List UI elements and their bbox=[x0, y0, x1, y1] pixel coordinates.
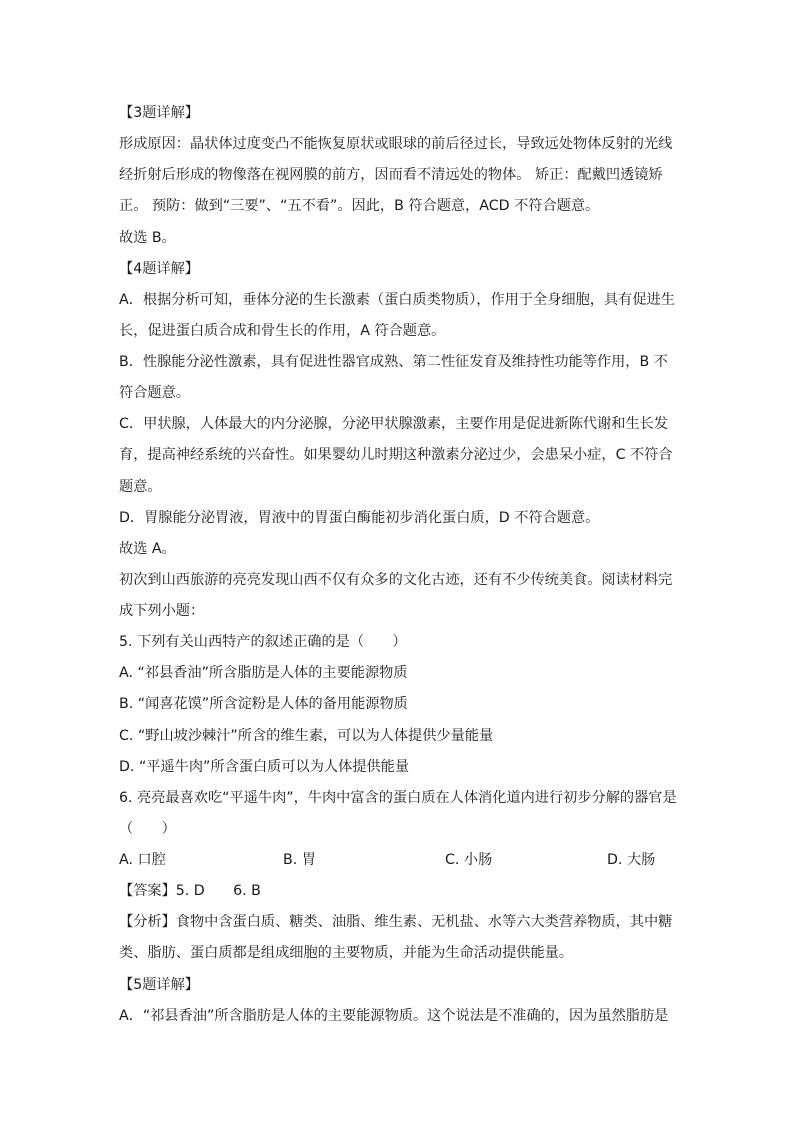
q5-option-a: A. “祁县香油”所含脂肪是人体的主要能源物质 bbox=[119, 665, 408, 681]
q5-option-c: C. “野山坡沙棘汁”所含的维生素，可以为人体提供少量能量 bbox=[119, 728, 494, 744]
text-line: 正。 预防：做到“三要”、“五不看”。因此，B 符合题意，ACD 不符合题意。 bbox=[119, 198, 600, 214]
question-6: 6. 亮亮最喜欢吃“平遥牛肉”，牛肉中富含的蛋白质在人体消化道内进行初步分解的器官是 bbox=[119, 790, 677, 806]
q6-option-b: B. 胃 bbox=[283, 852, 316, 868]
text-line: 长，促进蛋白质合成和骨生长的作用，A 符合题意。 bbox=[119, 323, 446, 339]
q6-option-d: D. 大肠 bbox=[607, 852, 656, 868]
text-line: A．根据分析可知，垂体分泌的生长激素（蛋白质类物质），作用于全身细胞，具有促进生 bbox=[119, 292, 675, 308]
text-line: 故选 A。 bbox=[119, 541, 176, 557]
text-line: 成下列小题： bbox=[119, 603, 205, 619]
q6-option-c: C. 小肠 bbox=[445, 852, 493, 868]
text-line: 经折射后形成的物像落在视网膜的前方，因而看不清远处的物体。 矫正：配戴凹透镜矫 bbox=[119, 167, 663, 183]
text-line: 育，提高神经系统的兴奋性。如果婴幼儿时期这种激素分泌过少，会患呆小症，C 不符合 bbox=[119, 447, 673, 463]
text-line: B．性腺能分泌性激素，具有促进性器官成熟、第二性征发育及维持性功能等作用，B 不 bbox=[119, 354, 668, 370]
q5-option-d: D. “平遥牛肉”所含蛋白质可以为人体提供能量 bbox=[119, 759, 410, 775]
text-line: D．胃腺能分泌胃液，胃液中的胃蛋白酶能初步消化蛋白质，D 不符合题意。 bbox=[119, 510, 600, 526]
q6-option-a: A. 口腔 bbox=[119, 852, 166, 868]
q5-option-b: B. “闻喜花馍”所含淀粉是人体的备用能源物质 bbox=[119, 696, 408, 712]
analysis-line: 【分析】食物中含蛋白质、糖类、油脂、维生素、无机盐、水等六大类营养物质，其中糖 bbox=[119, 914, 673, 930]
text-line: A．“祁县香油”所含脂肪是人体的主要能源物质。这个说法是不准确的，因为虽然脂肪是 bbox=[119, 1008, 669, 1024]
section-heading-q3: 【3题详解】 bbox=[119, 105, 199, 121]
text-line: 初次到山西旅游的亮亮发现山西不仅有众多的文化古迹，还有不少传统美食。阅读材料完 bbox=[119, 572, 673, 588]
answer-line: 【答案】5. D 6. B bbox=[119, 883, 261, 899]
text-line: 形成原因：晶状体过度变凸不能恢复原状或眼球的前后径过长，导致远处物体反射的光线 bbox=[119, 136, 673, 152]
text-line: 题意。 bbox=[119, 479, 162, 495]
section-heading-q4: 【4题详解】 bbox=[119, 261, 199, 277]
section-heading-q5: 【5题详解】 bbox=[119, 977, 199, 993]
question-5: 5. 下列有关山西特产的叙述正确的是（ ） bbox=[119, 634, 407, 650]
text-line: C．甲状腺，人体最大的内分泌腺，分泌甲状腺激素，主要作用是促进新陈代谢和生长发 bbox=[119, 416, 669, 432]
text-line: 故选 B。 bbox=[119, 230, 176, 246]
text-line: 符合题意。 bbox=[119, 385, 190, 401]
text-line: 类、脂肪、蛋白质都是组成细胞的主要物质，并能为生命活动提供能量。 bbox=[119, 945, 574, 961]
text-line: （ ） bbox=[119, 821, 176, 837]
